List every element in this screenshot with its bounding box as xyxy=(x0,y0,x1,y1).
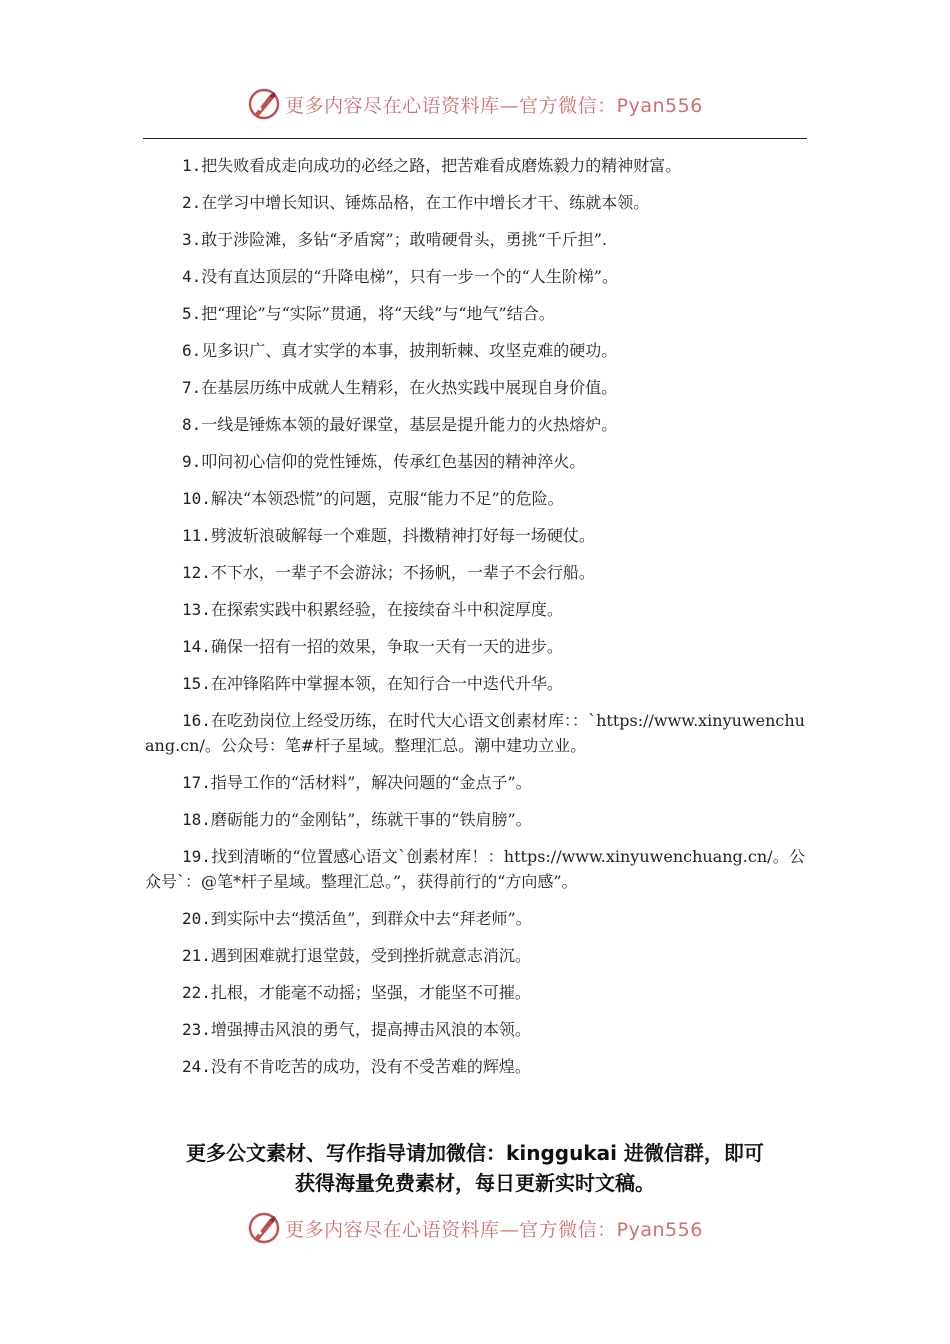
list-item-22 xyxy=(145,980,805,1005)
item-text: 把失败看成走向成功的必经之路，把苦难看成磨炼毅力的精神财富。 xyxy=(201,156,682,175)
item-text: 在吃劲岗位上经受历练，在时代大心语文创素材库：：`https://www.xinyuwenchuang.cn/。公众号：笔#杆子星域。整理汇总。潮中建功立业。 xyxy=(145,711,805,755)
list-item-11 xyxy=(145,523,805,548)
list-item-12 xyxy=(145,560,805,585)
item-text: 扎根，才能毫不动摇；坚强，才能坚不可摧。 xyxy=(210,983,531,1002)
list-item-21 xyxy=(145,943,805,968)
list-item-5 xyxy=(145,301,805,326)
list-item-20 xyxy=(145,906,805,931)
list-item-2 xyxy=(145,190,805,215)
item-text: 在探索实践中积累经验，在接续奋斗中积淀厚度。 xyxy=(210,600,563,619)
header-banner-text xyxy=(285,91,703,118)
item-number: 21. xyxy=(182,946,211,965)
item-number: 7. xyxy=(182,378,202,397)
item-number: 22. xyxy=(182,983,211,1002)
item-number: 9. xyxy=(182,452,202,471)
item-text: 指导工作的“活材料”，解决问题的“金点子”。 xyxy=(210,773,532,792)
item-number: 14. xyxy=(182,637,211,656)
list-item-13 xyxy=(145,597,805,622)
list-item-8 xyxy=(145,412,805,437)
footer-banner-label: 更多内容尽在心语资料库—官方微信： xyxy=(285,1218,617,1241)
list-item-6 xyxy=(145,338,805,363)
item-number: 19. xyxy=(182,847,211,866)
item-number: 15. xyxy=(182,674,211,693)
footer-banner-text xyxy=(285,1215,703,1242)
item-text: 在基层历练中成就人生精彩，在火热实践中展现自身价值。 xyxy=(201,378,618,397)
item-text: 找到清晰的“位置感心语文`创素材库！：https://www.xinyuwenchuang.cn/。公众号`：@笔*杆子星域。整理汇总。”，获得前行的“方向感”。 xyxy=(145,847,805,891)
header-wechat-id: Pyan556 xyxy=(616,94,703,117)
list-item-7 xyxy=(145,375,805,400)
list-item-14 xyxy=(145,634,805,659)
header-divider xyxy=(143,138,807,139)
item-text: 在冲锋陷阵中掌握本领，在知行合一中迭代升华。 xyxy=(210,674,563,693)
item-text: 不下水，一辈子不会游泳；不扬帆，一辈子不会行船。 xyxy=(210,563,595,582)
item-number: 5. xyxy=(182,304,202,323)
item-text: 磨砺能力的“金刚钻”，练就干事的“铁肩膀”。 xyxy=(210,810,532,829)
quote-list xyxy=(145,153,805,1091)
list-item-18 xyxy=(145,807,805,832)
footer-wechat-id: Pyan556 xyxy=(616,1218,703,1241)
item-number: 6. xyxy=(182,341,202,360)
item-text: 敢于涉险滩，多钻“矛盾窝”；敢啃硬骨头，勇挑“千斤担”. xyxy=(201,230,608,249)
item-text: 见多识广、真才实学的本事，披荆斩棘、攻坚克难的硬功。 xyxy=(201,341,618,360)
promo-note-line-1: 更多公文素材、写作指导请加微信：kinggukai 进微信群，即可 xyxy=(186,1141,764,1165)
item-number: 8. xyxy=(182,415,202,434)
item-number: 3. xyxy=(182,230,202,249)
pen-logo-icon xyxy=(247,1211,281,1245)
item-number: 2. xyxy=(182,193,202,212)
pen-logo-icon xyxy=(247,87,281,121)
list-item-24 xyxy=(145,1054,805,1079)
item-text: 解决“本领恐慌”的问题，克服“能力不足”的危险。 xyxy=(210,489,564,508)
promo-note-line-2: 获得海量免费素材，每日更新实时文稿。 xyxy=(295,1171,655,1195)
list-item-23 xyxy=(145,1017,805,1042)
item-number: 1. xyxy=(182,156,202,175)
item-number: 12. xyxy=(182,563,211,582)
item-number: 20. xyxy=(182,909,211,928)
list-item-3 xyxy=(145,227,805,252)
item-text: 遇到困难就打退堂鼓，受到挫折就意志消沉。 xyxy=(210,946,531,965)
item-text: 在学习中增长知识、锤炼品格，在工作中增长才干、练就本领。 xyxy=(201,193,650,212)
item-text: 增强搏击风浪的勇气，提高搏击风浪的本领。 xyxy=(210,1020,531,1039)
list-item-15 xyxy=(145,671,805,696)
item-text: 确保一招有一招的效果，争取一天有一天的进步。 xyxy=(210,637,563,656)
list-item-16 xyxy=(145,708,805,758)
item-text: 一线是锤炼本领的最好课堂，基层是提升能力的火热熔炉。 xyxy=(201,415,618,434)
item-text: 叩问初心信仰的党性锤炼，传承红色基因的精神淬火。 xyxy=(201,452,586,471)
list-item-17 xyxy=(145,770,805,795)
item-text: 没有直达顶层的“升降电梯”，只有一步一个的“人生阶梯”。 xyxy=(201,267,618,286)
item-number: 17. xyxy=(182,773,211,792)
list-item-10 xyxy=(145,486,805,511)
item-number: 24. xyxy=(182,1057,211,1076)
item-number: 10. xyxy=(182,489,211,508)
list-item-9 xyxy=(145,449,805,474)
item-text: 劈波斩浪破解每一个难题，抖擞精神打好每一场硬仗。 xyxy=(210,526,595,545)
item-number: 11. xyxy=(182,526,211,545)
item-number: 18. xyxy=(182,810,211,829)
item-number: 4. xyxy=(182,267,202,286)
item-text: 没有不肯吃苦的成功，没有不受苦难的辉煌。 xyxy=(210,1057,531,1076)
list-item-1 xyxy=(145,153,805,178)
item-text: 把“理论”与“实际”贯通，将“天线”与“地气”结合。 xyxy=(201,304,555,323)
header-banner xyxy=(0,84,950,124)
item-number: 23. xyxy=(182,1020,211,1039)
item-text: 到实际中去“摸活鱼”，到群众中去“拜老师”。 xyxy=(210,909,532,928)
footer-banner xyxy=(0,1208,950,1248)
item-number: 16. xyxy=(182,711,211,730)
promo-note xyxy=(0,1138,950,1198)
header-banner-label: 更多内容尽在心语资料库—官方微信： xyxy=(285,94,617,117)
item-number: 13. xyxy=(182,600,211,619)
list-item-4 xyxy=(145,264,805,289)
list-item-19 xyxy=(145,844,805,894)
